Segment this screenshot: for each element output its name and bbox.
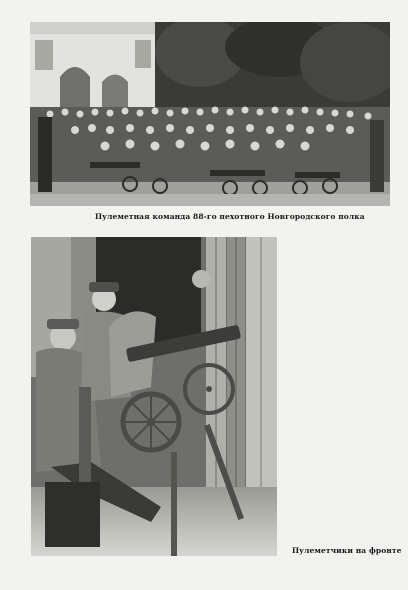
photo-machine-gunners-image xyxy=(31,237,277,556)
photo-machine-gun-team-image xyxy=(30,22,390,206)
photo-caption-top: Пулеметная команда 88-го пехотного Новгородского полка xyxy=(95,212,365,221)
photo-machine-gunners xyxy=(31,237,277,556)
photo-machine-gun-team xyxy=(30,22,390,206)
photo-caption-bottom: Пулеметчики на фронте xyxy=(292,546,402,555)
